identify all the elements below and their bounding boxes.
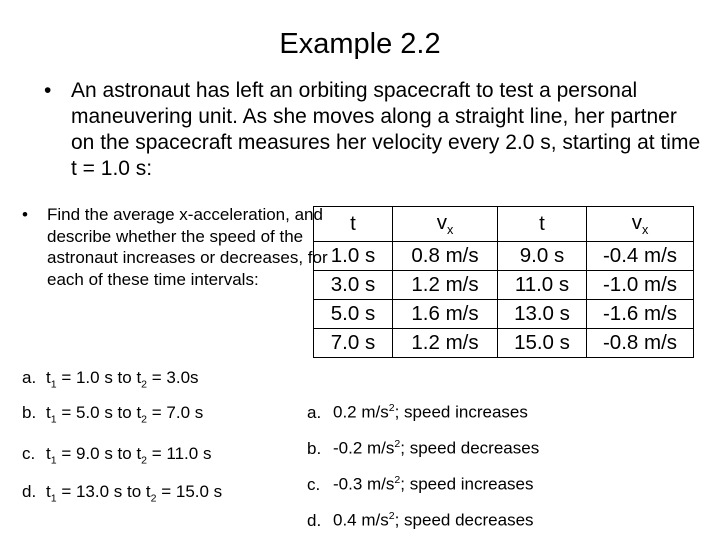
- slide-title: Example 2.2: [279, 28, 441, 60]
- answer-desc: ; speed increases: [394, 402, 528, 422]
- header-velocity-sub: x: [641, 222, 649, 238]
- answer-sup: 2: [388, 510, 395, 522]
- question-sub: 1: [50, 492, 57, 505]
- table-cell: 1.2 m/s: [393, 271, 498, 300]
- question-sub: 2: [141, 413, 148, 426]
- table-header-row: [314, 207, 694, 242]
- answer-sup: 2: [394, 438, 401, 450]
- answer-desc: ; speed decreases: [394, 510, 534, 530]
- question-end: = 7.0 s: [147, 403, 204, 422]
- task-text: Find the average x-acceleration, and describe whether the speed of the astronaut increases or decreases, for each of these time intervals:: [47, 205, 328, 289]
- question-label: c.: [22, 444, 36, 463]
- answer-desc: ; speed decreases: [400, 438, 540, 458]
- bullet-icon: •: [44, 79, 52, 102]
- table-cell: 1.0 s: [314, 242, 393, 271]
- question-sub: 2: [141, 378, 148, 391]
- velocity-table: [313, 206, 694, 358]
- question-var: t: [46, 444, 51, 463]
- table-cell: 3.0 s: [314, 271, 393, 300]
- answer-value: 0.4 m/s: [333, 510, 389, 530]
- table-row: [314, 242, 694, 271]
- header-time-2: t: [498, 207, 587, 242]
- table-cell: 1.2 m/s: [393, 329, 498, 358]
- question-sub: 1: [50, 378, 57, 391]
- question-label: a.: [22, 368, 37, 387]
- header-velocity-sub: x: [446, 222, 454, 238]
- header-velocity-2: [587, 207, 694, 242]
- header-velocity-1: [393, 207, 498, 242]
- answer-value: 0.2 m/s: [333, 402, 389, 422]
- answer-b: [307, 438, 539, 459]
- table-cell: -0.4 m/s: [587, 242, 694, 271]
- table-cell: 13.0 s: [498, 300, 587, 329]
- answer-label: d.: [307, 510, 322, 530]
- answer-value: -0.3 m/s: [333, 474, 395, 494]
- answer-sup: 2: [394, 474, 401, 486]
- table-row: [314, 329, 694, 358]
- question-b: [22, 403, 203, 425]
- question-end: = 11.0 s: [147, 444, 212, 463]
- question-d: [22, 482, 222, 504]
- question-var: t: [46, 368, 51, 387]
- header-velocity-label: v: [631, 210, 642, 234]
- table-cell: 0.8 m/s: [393, 242, 498, 271]
- question-mid: = 5.0 s to t: [56, 403, 142, 422]
- answer-value: -0.2 m/s: [333, 438, 395, 458]
- answer-label: a.: [307, 402, 322, 422]
- answer-desc: ; speed increases: [400, 474, 534, 494]
- question-label: d.: [22, 482, 37, 501]
- question-c: [22, 444, 211, 466]
- question-end: = 3.0s: [147, 368, 199, 387]
- table-cell: -1.0 m/s: [587, 271, 694, 300]
- table-cell: -1.6 m/s: [587, 300, 694, 329]
- table-cell: 11.0 s: [498, 271, 587, 300]
- question-sub: 2: [141, 454, 148, 467]
- table-row: [314, 271, 694, 300]
- question-mid: = 9.0 s to t: [56, 444, 142, 463]
- question-sub: 1: [50, 413, 57, 426]
- answer-d: [307, 510, 534, 531]
- answer-c: [307, 474, 534, 495]
- question-mid: = 1.0 s to t: [56, 368, 142, 387]
- question-a: [22, 368, 199, 390]
- question-end: = 15.0 s: [156, 482, 223, 501]
- answer-a: [307, 402, 528, 423]
- question-sub: 1: [50, 454, 57, 467]
- question-sub: 2: [150, 492, 157, 505]
- table-cell: 7.0 s: [314, 329, 393, 358]
- table-cell: 15.0 s: [498, 329, 587, 358]
- question-mid: = 13.0 s to t: [56, 482, 151, 501]
- answer-label: b.: [307, 438, 322, 458]
- question-label: b.: [22, 403, 37, 422]
- answer-sup: 2: [388, 402, 395, 414]
- table-cell: 9.0 s: [498, 242, 587, 271]
- question-var: t: [46, 482, 51, 501]
- question-var: t: [46, 403, 51, 422]
- bullet-icon: •: [22, 205, 28, 224]
- table-row: [314, 300, 694, 329]
- table-cell: 1.6 m/s: [393, 300, 498, 329]
- table-cell: 5.0 s: [314, 300, 393, 329]
- answer-label: c.: [307, 474, 321, 494]
- intro-text: An astronaut has left an orbiting spacecraft to test a personal maneuvering unit. As she moves along a straight line, her partner on the spacecraft measures her velocity every 2.0 s, starting at time t = 1.0 s:: [71, 79, 701, 180]
- header-time-1: t: [314, 207, 393, 242]
- header-velocity-label: v: [436, 210, 447, 234]
- table-cell: -0.8 m/s: [587, 329, 694, 358]
